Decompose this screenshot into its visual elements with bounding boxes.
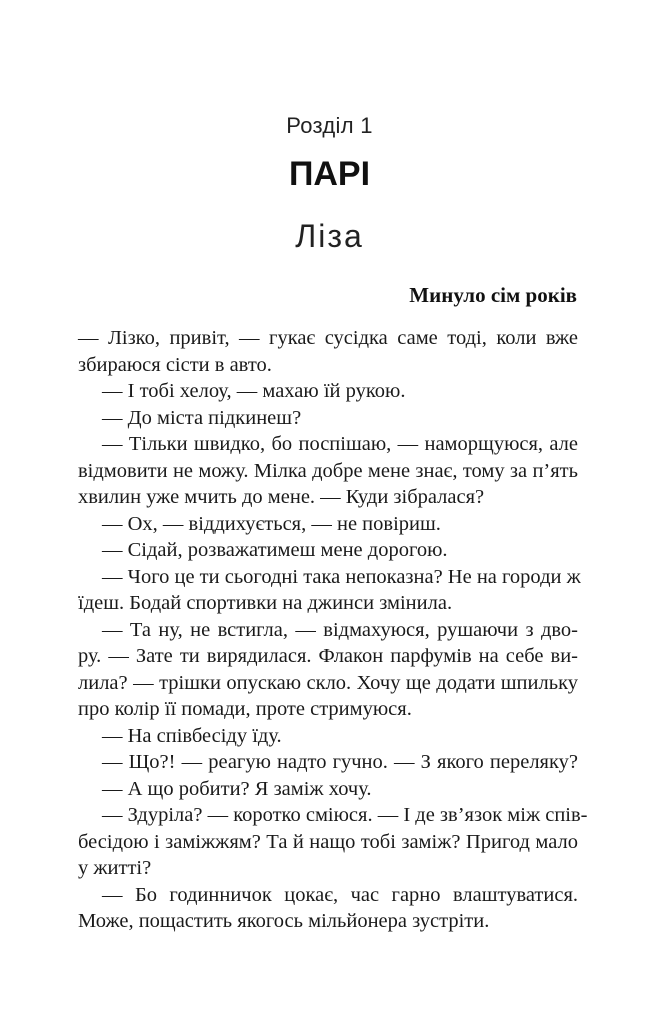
pov-character-name: Ліза: [295, 218, 364, 254]
text-line: — Сідай, розважатимеш мене дорогою.: [102, 539, 448, 561]
text-line: — Бо годинничок цокає, час гарно влаштуватися.: [102, 883, 578, 906]
chapter-number: Розділ 1: [286, 113, 373, 138]
text-line: — А що робити? Я заміж хочу.: [102, 777, 372, 800]
text-line: відмовити не можу. Мілка добре мене знає, тому за п’ять: [78, 459, 578, 482]
time-note: Минуло сім років: [409, 283, 577, 307]
text-line: — Здуріла? — коротко сміюся. — І де зв’язок між спів-: [102, 804, 588, 826]
text-line: — До міста підкинеш?: [102, 406, 302, 429]
text-line: — Тільки швидко, бо поспішаю, — наморщуюся, але: [102, 433, 578, 455]
chapter-title: ПАРІ: [288, 155, 371, 193]
text-line: — Що?! — реагую надто гучно. — З якого переляку?: [102, 751, 578, 773]
text-line: лила? — трішки опускаю скло. Хочу ще додати шпильку: [78, 671, 578, 694]
text-line: — На співбесіду їду.: [102, 724, 282, 747]
body-text: [78, 325, 588, 935]
text-line: хвилин уже мчить до мене. — Куди зібралася?: [78, 486, 485, 508]
text-line: у житті?: [78, 857, 152, 879]
text-line: — Ох, — віддихується, — не повіриш.: [102, 512, 441, 535]
text-line: бесідою і заміжжям? Та й нащо тобі заміж? Пригод мало: [78, 830, 578, 853]
text-line: — Та ну, не встигла, — відмахуюся, рушаючи з дво-: [102, 618, 578, 641]
text-line: ру. — Зате ти вирядилася. Флакон парфумів на себе ви-: [78, 645, 578, 667]
text-line: їдеш. Бодай спортивки на джинси змінила.: [78, 592, 453, 614]
text-line: — І тобі хелоу, — махаю їй рукою.: [102, 380, 406, 402]
text-line: — Чого це ти сьогодні така непоказна? Не на городи ж: [102, 565, 581, 588]
text-line: збираюся сісти в авто.: [78, 353, 272, 376]
text-line: Може, пощастить якогось мільйонера зустріти.: [78, 910, 490, 932]
text-line: — Лізко, привіт, — гукає сусідка саме тоді, коли вже: [78, 327, 578, 349]
text-line: про колір її помади, проте стримуюся.: [78, 698, 412, 720]
